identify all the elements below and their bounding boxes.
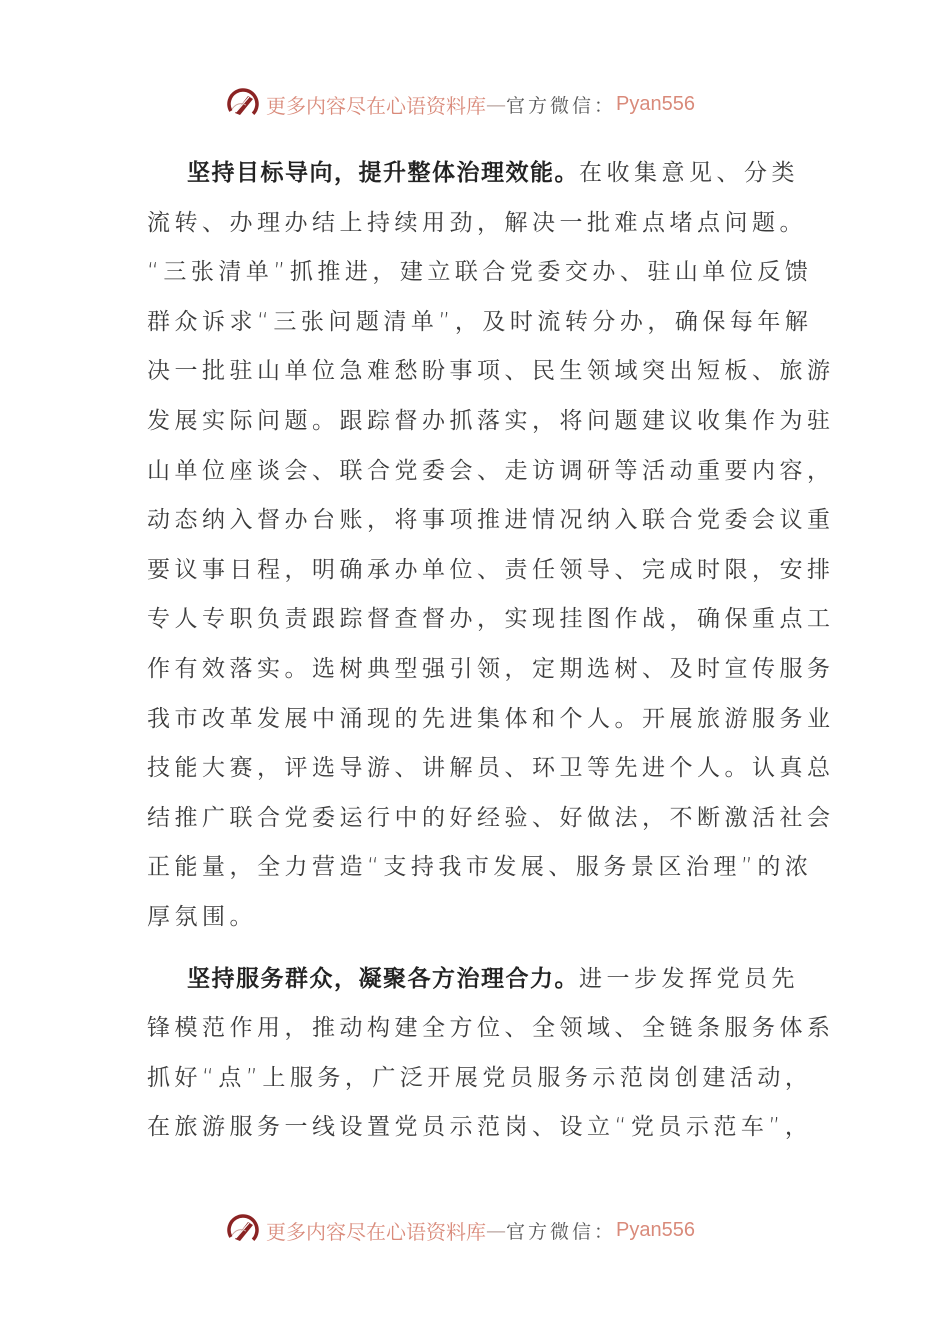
banner-wechat-label: 官方微信：	[506, 1220, 617, 1243]
quill-pen-logo-icon	[226, 1213, 260, 1247]
paragraph-lead-heading: 坚持目标导向，提升整体治理效能。	[187, 159, 579, 186]
paragraph-line: 群众诉求“三张问题清单”，及时流转分办，确保每年解	[147, 308, 813, 335]
paragraph-line: 在旅游服务一线设置党员示范岗、设立“党员示范车”，	[147, 1114, 813, 1141]
quill-pen-logo-icon	[226, 87, 260, 121]
paragraph-line: 结推广联合党委运行中的好经验、好做法，不断激活社会	[147, 804, 835, 831]
paragraph-line: 流转、办理办结上持续用劲，解决一批难点堵点问题。	[147, 209, 807, 236]
paragraph-line: 决一批驻山单位急难愁盼事项、民生领域突出短板、旅游	[147, 358, 835, 385]
paragraph-line: 抓好“点”上服务，广泛开展党员服务示范岗创建活动，	[147, 1064, 813, 1091]
paragraph-line: 技能大赛，评选导游、讲解员、环卫等先进个人。认真总	[147, 755, 835, 782]
paragraph-line: 山单位座谈会、联合党委会、走访调研等活动重要内容，	[147, 457, 835, 484]
paragraph-line: 专人专职负责跟踪督查督办，实现挂图作战，确保重点工	[147, 606, 835, 633]
banner-site-text: 更多内容尽在心语资料库	[266, 93, 486, 118]
banner-wechat-id: Pyan556	[616, 1218, 695, 1241]
footer-watermark-banner	[226, 1210, 695, 1250]
paragraph-line: 坚持服务群众，凝聚各方治理合力。进一步发挥党员先	[187, 964, 799, 992]
paragraph-line: 要议事日程，明确承办单位、责任领导、完成时限，安排	[147, 556, 835, 583]
paragraph-line: 动态纳入督办台账，将事项推进情况纳入联合党委会议重	[147, 507, 835, 534]
paragraph-line: 正能量，全力营造“支持我市发展、服务景区治理”的浓	[147, 854, 813, 881]
paragraph-lead-heading: 坚持服务群众，凝聚各方治理合力。	[187, 964, 579, 992]
paragraph-goal-oriented	[147, 148, 835, 943]
banner-dash: —	[486, 1218, 506, 1242]
header-watermark-banner	[226, 84, 695, 124]
document-body	[147, 148, 835, 1153]
paragraph-line: 作有效落实。选树典型强引领，定期选树、及时宣传服务	[147, 655, 835, 682]
paragraph-line: 发展实际问题。跟踪督办抓落实，将问题建议收集作为驻	[147, 407, 835, 434]
paragraph-line: “三张清单”抓推进，建立联合党委交办、驻山单位反馈	[147, 259, 813, 286]
paragraph-serve-masses	[147, 954, 835, 1153]
banner-site-text: 更多内容尽在心语资料库	[266, 1219, 486, 1244]
banner-wechat-id: Pyan556	[616, 92, 695, 115]
paragraph-line: 坚持目标导向，提升整体治理效能。在收集意见、分类	[187, 159, 799, 186]
paragraph-line: 厚氛围。	[147, 903, 257, 930]
banner-wechat-label: 官方微信：	[506, 94, 617, 117]
banner-dash: —	[486, 92, 506, 116]
paragraph-line: 锋模范作用，推动构建全方位、全领域、全链条服务体系	[147, 1015, 835, 1042]
paragraph-line: 我市改革发展中涌现的先进集体和个人。开展旅游服务业	[147, 705, 835, 732]
